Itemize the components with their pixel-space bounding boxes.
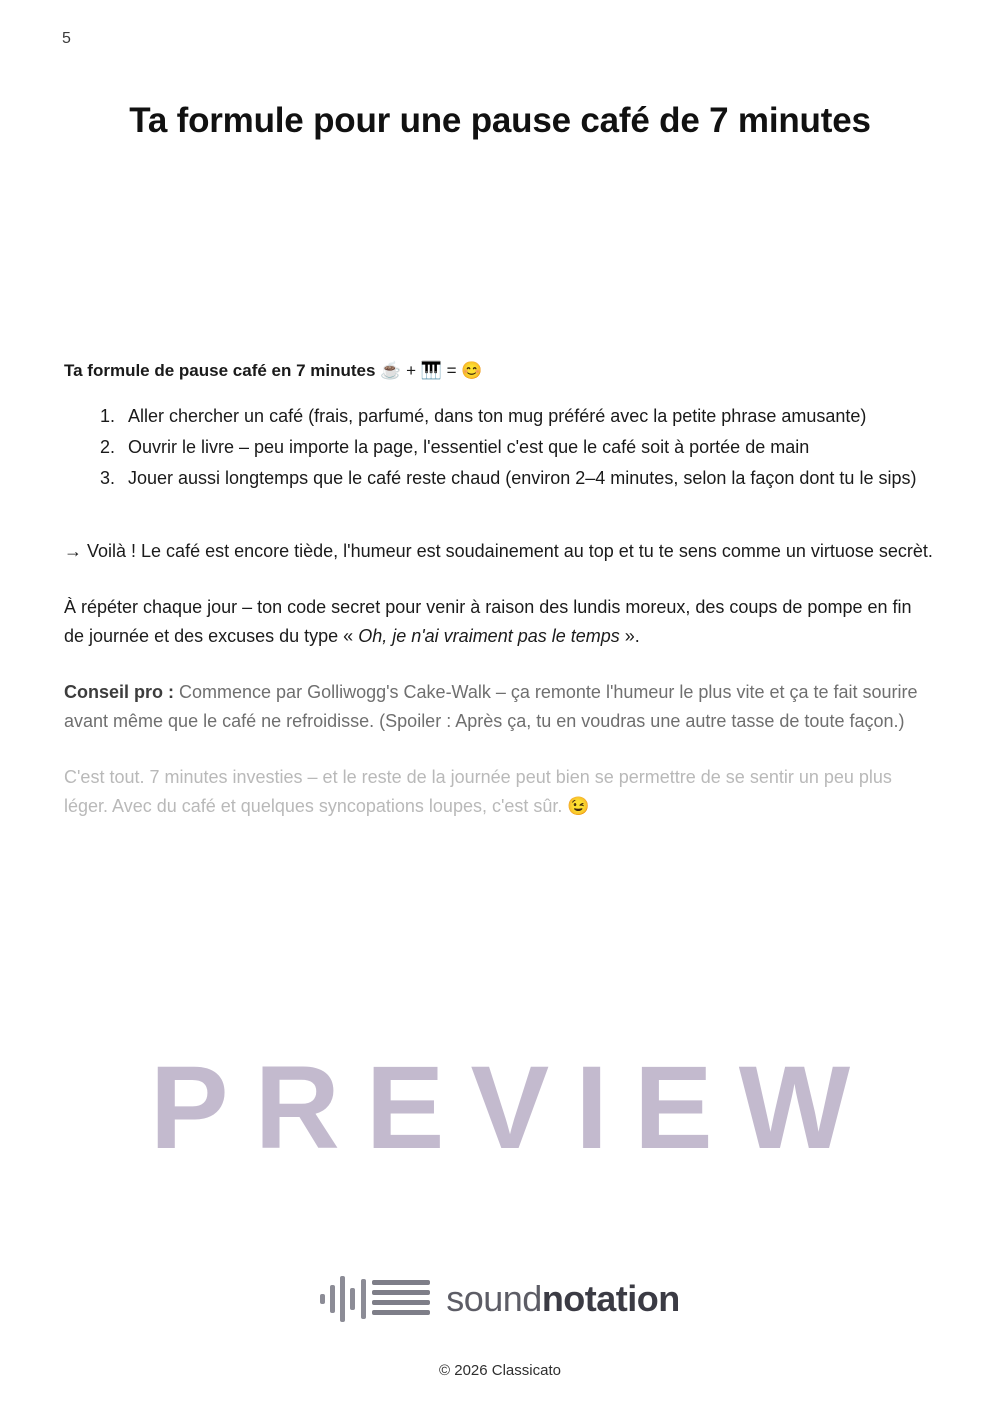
brand-logo-text <box>446 1278 680 1320</box>
brand-logo <box>0 1272 1000 1326</box>
lead-equals-sign: = <box>441 361 462 380</box>
paragraph-repeat <box>64 593 936 650</box>
paragraph-repeat-quote: Oh, je n'ai vraiment pas le temps <box>358 625 620 646</box>
preview-watermark: PREVIEW <box>149 1042 877 1174</box>
page-number: 5 <box>62 30 72 47</box>
paragraph-repeat-part2: ». <box>619 625 640 646</box>
lead-heading-text: Ta formule de pause café en 7 minutes <box>64 361 381 380</box>
brand-name-bold: notation <box>541 1278 680 1319</box>
paragraph-closing: C'est tout. 7 minutes investies – et le reste de la journée peut bien se permettre de se sentir un peu plus léger. Avec du café et quelques syncopations loupes, c'est sûr. 😉 <box>64 767 892 816</box>
list-item: 1. Aller chercher un café (frais, parfumé, dans ton mug préféré avec la petite phrase amusante) <box>120 402 936 431</box>
paragraph-result: → Voilà ! Le café est encore tiède, l'humeur est soudainement au top et tu te sens comme un virtuose secrèt. <box>64 540 933 561</box>
page-title: Ta formule pour une pause café de 7 minutes <box>129 101 871 141</box>
smile-icon: 😊 <box>461 361 483 380</box>
lead-plus-sign: + <box>401 361 421 380</box>
pro-tip-label: Conseil pro : <box>64 682 175 703</box>
list-item: 2. Ouvrir le livre – peu importe la page, l'essentiel c'est que le café soit à portée de main <box>120 433 936 462</box>
footer-copyright: © 2026 Classicato <box>439 1362 561 1379</box>
piano-icon: 🎹 <box>420 361 442 380</box>
steps-list <box>64 402 936 493</box>
lead-heading <box>64 358 936 384</box>
pro-tip-text: Commence par Golliwogg's Cake-Walk – ça remonte l'humeur le plus vite et ça te fait sourire avant même que le café ne refroidisse. (Spoiler : Après ça, tu en voudras une autre tasse de toute façon.) <box>64 682 918 731</box>
list-item: 3. Jouer aussi longtemps que le café reste chaud (environ 2–4 minutes, selon la façon dont tu le sips) <box>120 464 936 493</box>
document-body <box>64 358 936 820</box>
coffee-icon: ☕ <box>380 361 402 380</box>
paragraph-repeat-part1: À répéter chaque jour – ton code secret pour venir à raison des lundis moreux, des coups de pompe en fin de journée et des excuses du type « <box>64 597 912 646</box>
paragraph-pro-tip <box>64 678 936 735</box>
brand-name-light: sound <box>446 1278 542 1319</box>
soundwave-icon <box>320 1272 432 1326</box>
